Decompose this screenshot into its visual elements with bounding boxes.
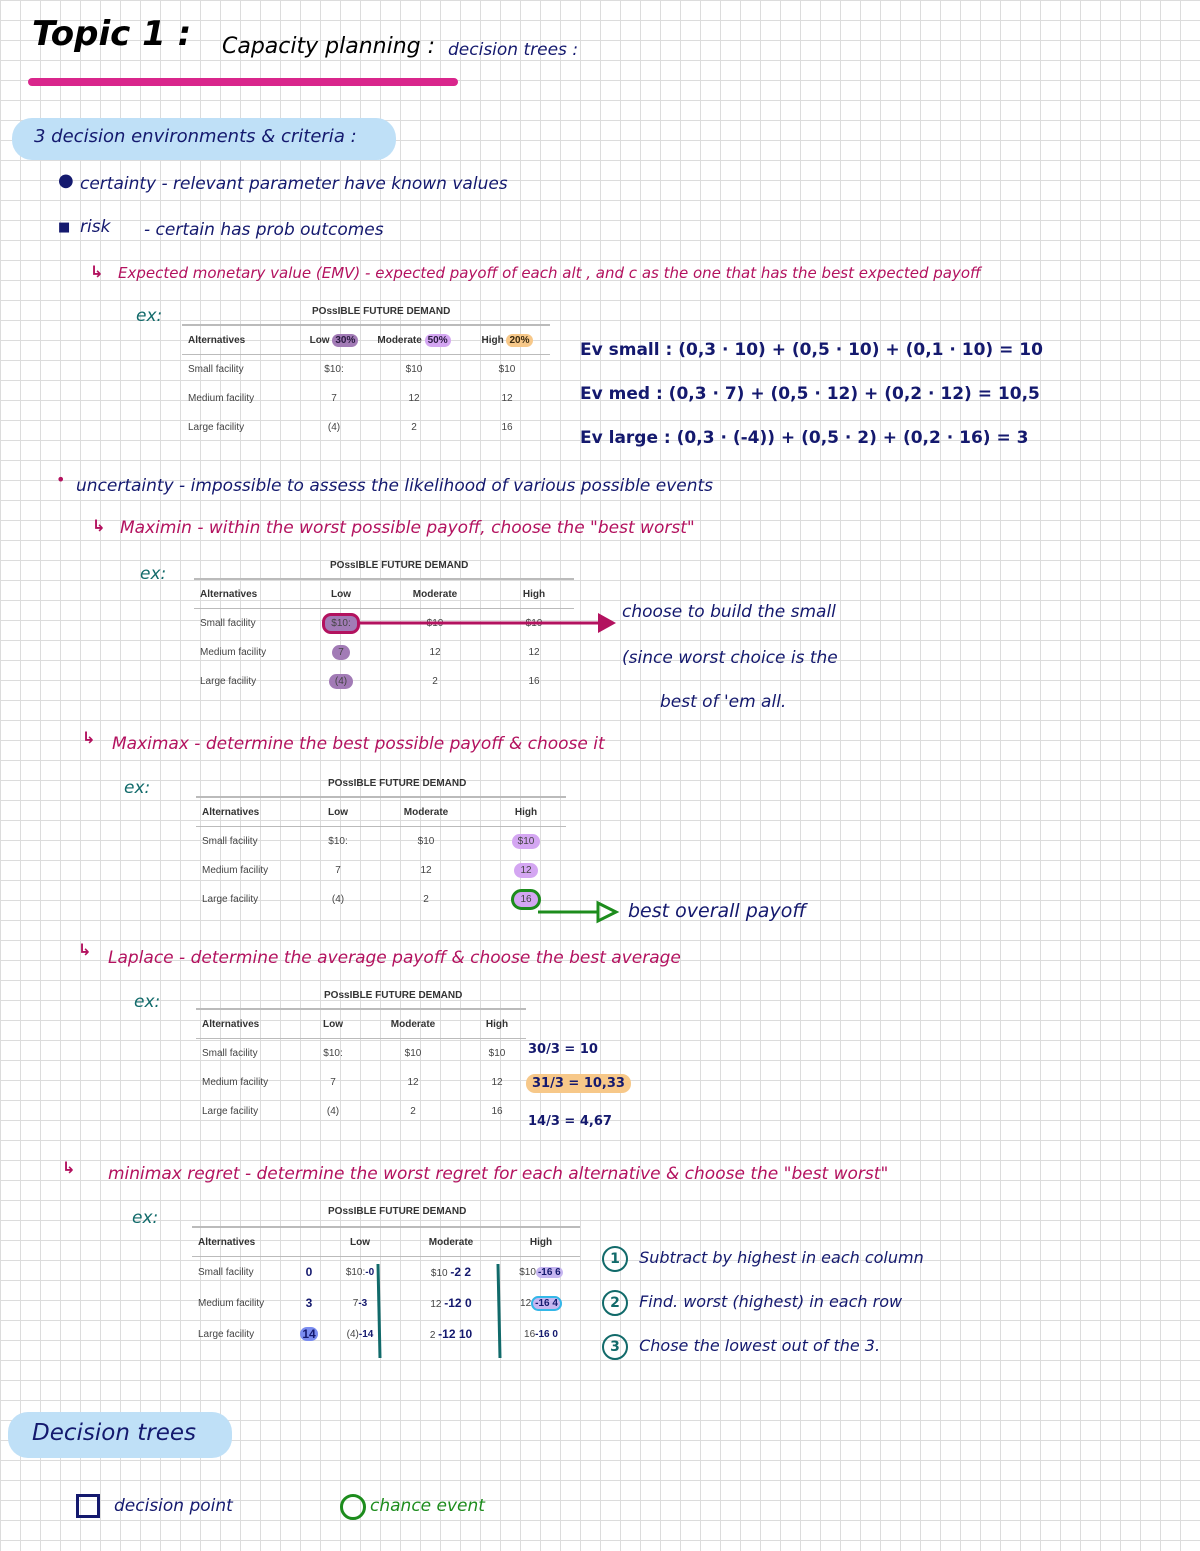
arrow-icon: ↳ bbox=[90, 262, 104, 281]
uncertainty-heading: uncertainty - impossible to assess the likelihood of various possible events bbox=[76, 476, 714, 496]
table-header-row bbox=[182, 326, 550, 355]
cell-low: (4)-14 bbox=[346, 1328, 374, 1340]
payoff-table-laplace bbox=[196, 1010, 526, 1126]
alt-small: Small facility bbox=[202, 836, 258, 847]
alt-large: Large facility bbox=[200, 676, 257, 687]
alt-large: Large facility bbox=[188, 422, 245, 433]
minimax-step-2: 2 Find. worst (highest) in each row bbox=[602, 1290, 902, 1316]
col-header-alternatives: Alternatives bbox=[196, 798, 310, 827]
cell-high bbox=[486, 885, 566, 914]
prob-low: 30% bbox=[332, 334, 358, 347]
payoff-table-maximax bbox=[196, 798, 566, 914]
arrow-icon: ↳ bbox=[82, 728, 96, 747]
cell-low: 7 bbox=[331, 393, 337, 404]
table-title: POssIBLE FUTURE DEMAND bbox=[330, 560, 469, 571]
table-header-row bbox=[192, 1228, 580, 1257]
risk-label: risk bbox=[80, 217, 111, 237]
table-row bbox=[182, 384, 550, 413]
table-row bbox=[192, 1319, 580, 1350]
cell-high bbox=[486, 827, 566, 857]
worst-regret: 14 bbox=[302, 1327, 316, 1341]
decision-point-label: decision point bbox=[114, 1496, 233, 1516]
col-header-regret bbox=[298, 1228, 320, 1257]
table-title: POssIBLE FUTURE DEMAND bbox=[328, 778, 467, 789]
step-number-icon: 1 bbox=[602, 1246, 628, 1272]
prob-moderate: 50% bbox=[425, 334, 451, 347]
col-header-high: High 20% bbox=[464, 326, 550, 355]
laplace-avg-small: 30/3 = 10 bbox=[528, 1042, 598, 1057]
maximax-note: Maximax - determine the best possible payoff & choose it bbox=[112, 734, 605, 754]
cell-high: 12 bbox=[501, 393, 513, 404]
table-row bbox=[182, 413, 550, 442]
col-header-high: High bbox=[468, 1010, 526, 1039]
cell-moderate: 2 bbox=[411, 422, 417, 433]
cell-high: $10 -16 6 bbox=[519, 1266, 561, 1278]
ev-large: Ev large : (0,3 · (-4)) + (0,5 · 2) + (0,2 · 16) = 3 bbox=[580, 428, 1029, 448]
table-row bbox=[194, 638, 574, 667]
cell-low: 7 bbox=[330, 1077, 336, 1088]
col-header-low: Low bbox=[320, 1228, 400, 1257]
cell-low: $10:-0 bbox=[345, 1266, 375, 1278]
payoff-table-maximin bbox=[194, 580, 574, 696]
bullet-icon: ● bbox=[58, 170, 74, 191]
payoff-table-emv bbox=[182, 326, 550, 442]
cell-low: $10: bbox=[324, 364, 344, 375]
worst-highlight: (4) bbox=[329, 674, 353, 689]
ev-small: Ev small : (0,3 · 10) + (0,5 · 10) + (0,1 · 10) = 10 bbox=[580, 340, 1043, 360]
cell-moderate: 12 -12 0 bbox=[430, 1296, 472, 1310]
cell-moderate: 12 bbox=[408, 393, 420, 404]
table-row bbox=[196, 827, 566, 857]
example-label: ex: bbox=[132, 1208, 159, 1228]
cell-high: 16 bbox=[491, 1106, 503, 1117]
maximin-explanation-3: best of 'em all. bbox=[660, 692, 787, 712]
alt-large: Large facility bbox=[202, 894, 259, 905]
cell-low bbox=[306, 609, 376, 639]
laplace-avg-large: 14/3 = 4,67 bbox=[528, 1114, 612, 1129]
cell-moderate: 2 bbox=[432, 676, 438, 687]
maximax-explanation: best overall payoff bbox=[628, 900, 807, 922]
col-header-high: High bbox=[494, 580, 574, 609]
step-number-icon: 2 bbox=[602, 1290, 628, 1316]
col-header-low: Low bbox=[308, 1010, 358, 1039]
cell-low bbox=[306, 638, 376, 667]
cell-high bbox=[486, 856, 566, 885]
risk-desc: - certain has prob outcomes bbox=[144, 220, 384, 240]
alt-small: Small facility bbox=[200, 618, 256, 629]
bullet-icon: ■ bbox=[58, 220, 71, 235]
col-header-alternatives: Alternatives bbox=[196, 1010, 308, 1039]
cell-moderate: 12 bbox=[407, 1077, 419, 1088]
arrow-icon: ↳ bbox=[92, 516, 106, 535]
alt-small: Small facility bbox=[202, 1048, 258, 1059]
cell-moderate: 12 bbox=[429, 647, 441, 658]
table-header-row bbox=[196, 798, 566, 827]
cell-moderate: 2 -12 10 bbox=[429, 1327, 473, 1341]
page-subtitle: Capacity planning : bbox=[222, 34, 436, 59]
cell-high: $10 bbox=[498, 364, 516, 375]
square-icon bbox=[76, 1494, 100, 1518]
col-header-low: Low bbox=[310, 798, 366, 827]
page-title: Topic 1 : bbox=[32, 14, 192, 54]
maximin-explanation-2: (since worst choice is the bbox=[622, 648, 838, 668]
cell-high: $10 bbox=[488, 1048, 506, 1059]
best-highlight: 12 bbox=[514, 863, 537, 878]
prob-high: 20% bbox=[506, 334, 532, 347]
table-title: POssIBLE FUTURE DEMAND bbox=[328, 1206, 467, 1217]
table-title: POssIBLE FUTURE DEMAND bbox=[312, 306, 451, 317]
alt-small: Small facility bbox=[198, 1266, 254, 1278]
circle-icon bbox=[340, 1494, 366, 1520]
col-header-moderate: Moderate bbox=[358, 1010, 468, 1039]
maximax-choice: 16 bbox=[511, 889, 540, 910]
table-row bbox=[196, 885, 566, 914]
maximin-explanation-1: choose to build the small bbox=[622, 602, 836, 622]
worst-highlight: 7 bbox=[332, 645, 350, 660]
minimax-note: minimax regret - determine the worst regret for each alternative & choose the "best worst" bbox=[108, 1164, 889, 1184]
cell-high: 12 bbox=[491, 1077, 503, 1088]
table-row bbox=[196, 1039, 526, 1069]
alt-small: Small facility bbox=[188, 364, 244, 375]
col-header-moderate: Moderate 50% bbox=[364, 326, 464, 355]
col-header-moderate: Moderate bbox=[400, 1228, 502, 1257]
cell-low: 7-3 bbox=[352, 1297, 368, 1309]
example-label: ex: bbox=[136, 306, 163, 326]
cell-moderate: 12 bbox=[420, 865, 432, 876]
cell-moderate: $10 bbox=[404, 1048, 422, 1059]
example-label: ex: bbox=[124, 778, 151, 798]
example-label: ex: bbox=[140, 564, 167, 584]
ev-medium: Ev med : (0,3 · 7) + (0,5 · 12) + (0,2 · 12) = 10,5 bbox=[580, 384, 1040, 404]
cell-high: 12 -16 4 bbox=[502, 1288, 580, 1319]
col-header-alternatives: Alternatives bbox=[192, 1228, 298, 1257]
table-row bbox=[194, 609, 574, 639]
worst-regret: 3 bbox=[305, 1296, 313, 1310]
cell-moderate: $10 -2 2 bbox=[430, 1265, 472, 1280]
cell-low: 7 bbox=[335, 865, 341, 876]
worst-regret: 0 bbox=[305, 1265, 313, 1280]
section-heading-decision-trees: Decision trees bbox=[32, 1420, 196, 1446]
cell-high: 16-16 0 bbox=[524, 1328, 558, 1340]
minimax-choice: -16 4 bbox=[531, 1296, 562, 1311]
cell-high: 16 bbox=[501, 422, 513, 433]
table-row bbox=[192, 1257, 580, 1288]
table-row bbox=[196, 1068, 526, 1097]
col-header-high: High bbox=[486, 798, 566, 827]
table-row bbox=[182, 355, 550, 385]
alt-medium: Medium facility bbox=[198, 1297, 265, 1309]
table-row bbox=[192, 1288, 580, 1319]
payoff-table-minimax-regret bbox=[192, 1228, 580, 1350]
minimax-step-3: 3 Chose the lowest out of the 3. bbox=[602, 1334, 880, 1360]
cell-moderate: $10 bbox=[405, 364, 423, 375]
alt-medium: Medium facility bbox=[188, 393, 255, 404]
cell-high: 12 bbox=[528, 647, 540, 658]
col-header-low: Low 30% bbox=[304, 326, 364, 355]
col-header-alternatives: Alternatives bbox=[194, 580, 306, 609]
table-header-row bbox=[194, 580, 574, 609]
emv-note: Expected monetary value (EMV) - expected payoff of each alt , and c as the one that has the best expected payoff bbox=[118, 264, 981, 282]
title-underline bbox=[28, 78, 458, 86]
bullet-icon: • bbox=[56, 470, 66, 489]
cell-low: (4) bbox=[327, 422, 341, 433]
step-number-icon: 3 bbox=[602, 1334, 628, 1360]
alt-medium: Medium facility bbox=[202, 1077, 269, 1088]
maximin-note: Maximin - within the worst possible payoff, choose the "best worst" bbox=[120, 518, 695, 538]
section-heading-environments: 3 decision environments & criteria : bbox=[34, 126, 357, 147]
col-header-high: High bbox=[502, 1228, 580, 1257]
example-label: ex: bbox=[134, 992, 161, 1012]
certainty-note: certainty - relevant parameter have known values bbox=[80, 174, 508, 194]
col-header-moderate: Moderate bbox=[366, 798, 486, 827]
laplace-avg-medium: 31/3 = 10,33 bbox=[526, 1074, 631, 1093]
cell-moderate: $10 bbox=[417, 836, 435, 847]
table-row bbox=[196, 1097, 526, 1126]
cell-high: 16 bbox=[528, 676, 540, 687]
cell-moderate: 2 bbox=[410, 1106, 416, 1117]
table-header-row bbox=[196, 1010, 526, 1039]
col-header-moderate: Moderate bbox=[376, 580, 494, 609]
alt-large: Large facility bbox=[202, 1106, 259, 1117]
chance-event-label: chance event bbox=[370, 1496, 485, 1516]
cell-low: $10: bbox=[323, 1048, 343, 1059]
minimax-step-1: 1 Subtract by highest in each column bbox=[602, 1246, 924, 1272]
cell-low bbox=[306, 667, 376, 696]
best-highlight: $10 bbox=[512, 834, 541, 849]
cell-moderate: 2 bbox=[423, 894, 429, 905]
cell-low: $10: bbox=[328, 836, 348, 847]
col-header-alternatives: Alternatives bbox=[182, 326, 304, 355]
arrow-icon: ↳ bbox=[78, 940, 92, 959]
col-header-low: Low bbox=[306, 580, 376, 609]
maximin-choice: $10: bbox=[322, 613, 359, 634]
page-subtitle-trees: decision trees : bbox=[448, 40, 579, 60]
table-row bbox=[196, 856, 566, 885]
alt-medium: Medium facility bbox=[202, 865, 269, 876]
cell-moderate: $10 bbox=[426, 618, 444, 629]
cell-low: (4) bbox=[331, 894, 345, 905]
laplace-note: Laplace - determine the average payoff & choose the best average bbox=[108, 948, 681, 968]
alt-large: Large facility bbox=[198, 1328, 255, 1340]
table-title: POssIBLE FUTURE DEMAND bbox=[324, 990, 463, 1001]
table-row bbox=[194, 667, 574, 696]
alt-medium: Medium facility bbox=[200, 647, 267, 658]
cell-low: (4) bbox=[326, 1106, 340, 1117]
arrow-icon: ↳ bbox=[62, 1158, 76, 1177]
cell-high: $10 bbox=[525, 618, 543, 629]
